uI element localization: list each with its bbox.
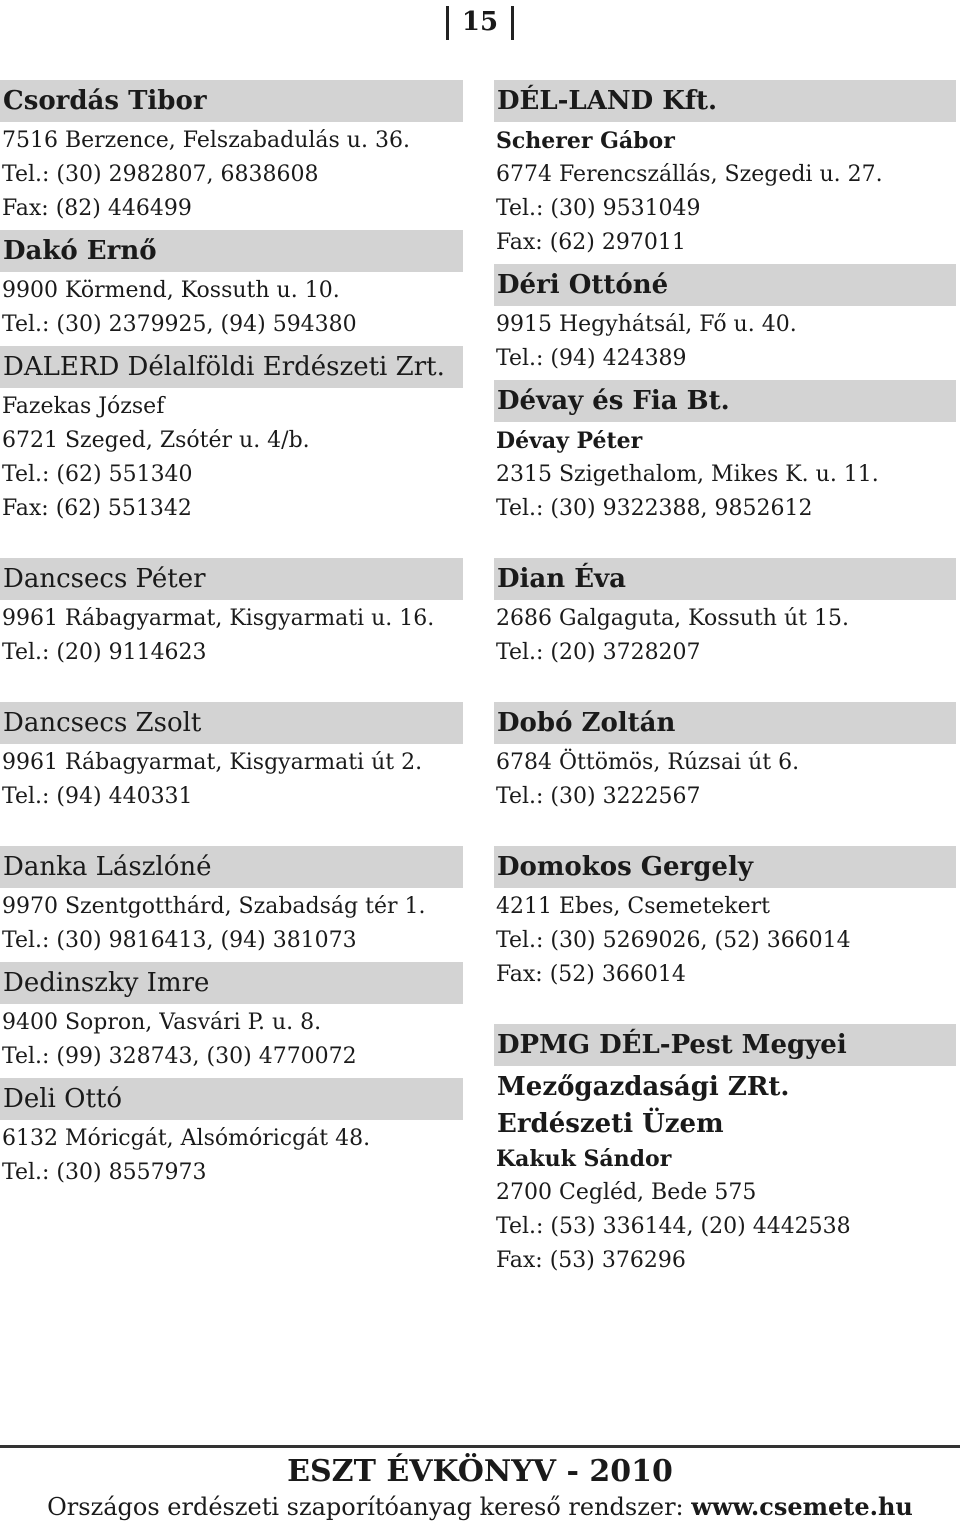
directory-entry <box>494 1024 956 1278</box>
entry-phone: Tel.: (30) 2982807, 6838608 <box>2 162 319 187</box>
entry-phone: Tel.: (20) 3728207 <box>496 640 701 665</box>
directory-entry <box>0 346 463 526</box>
directory-entry <box>0 80 463 226</box>
entry-phone: Tel.: (20) 9114623 <box>2 640 207 665</box>
directory-entry <box>494 80 956 260</box>
entry-fax: Fax: (53) 376296 <box>496 1248 686 1273</box>
entry-name-line: Mezőgazdasági ZRt. <box>497 1072 790 1102</box>
entry-name: Dian Éva <box>494 558 956 600</box>
entry-name-line: DPMG DÉL-Pest Megyei <box>497 1030 847 1060</box>
directory-entry <box>494 558 956 670</box>
directory-entry <box>0 846 463 958</box>
entry-address: 9900 Körmend, Kossuth u. 10. <box>2 278 340 303</box>
directory-entry <box>0 962 463 1074</box>
entry-name: Deli Ottó <box>0 1078 463 1120</box>
entry-address: 2700 Cegléd, Bede 575 <box>496 1180 757 1205</box>
entry-address: 2686 Galgaguta, Kossuth út 15. <box>496 606 849 631</box>
footer-url-link[interactable]: www.csemete.hu <box>691 1492 913 1521</box>
entry-name: Déri Ottóné <box>494 264 956 306</box>
entry-name: Dakó Ernő <box>0 230 463 272</box>
entry-address: 6721 Szeged, Zsótér u. 4/b. <box>2 428 310 453</box>
entry-address: 6774 Ferencszállás, Szegedi u. 27. <box>496 162 883 187</box>
entry-phone: Tel.: (30) 3222567 <box>496 784 701 809</box>
directory-entry <box>0 702 463 814</box>
entry-phone: Tel.: (30) 5269026, (52) 366014 <box>496 928 851 953</box>
entry-address: 9970 Szentgotthárd, Szabadság tér 1. <box>2 894 426 919</box>
directory-entry <box>0 1078 463 1190</box>
entry-name: Dancsecs Zsolt <box>0 702 463 744</box>
entry-contact: Scherer Gábor <box>496 128 675 154</box>
entry-address: 7516 Berzence, Felszabadulás u. 36. <box>2 128 410 153</box>
directory-entry <box>494 264 956 376</box>
entry-fax: Fax: (62) 297011 <box>496 230 686 255</box>
entry-phone: Tel.: (53) 336144, (20) 4442538 <box>496 1214 851 1239</box>
entry-address: 2315 Szigethalom, Mikes K. u. 11. <box>496 462 879 487</box>
entry-address: 9915 Hegyhátsál, Fő u. 40. <box>496 312 797 337</box>
entry-name: Domokos Gergely <box>494 846 956 888</box>
entry-name-line: Erdészeti Üzem <box>497 1109 724 1139</box>
footer-title: ESZT ÉVKÖNYV - 2010 <box>287 1454 673 1489</box>
entry-address: 4211 Ebes, Csemetekert <box>496 894 771 919</box>
entry-name: Dancsecs Péter <box>0 558 463 600</box>
entry-address: 6132 Móricgát, Alsómóricgát 48. <box>2 1126 371 1151</box>
entry-fax: Fax: (62) 551342 <box>2 496 192 521</box>
entry-contact: Dévay Péter <box>496 428 643 454</box>
entry-phone: Tel.: (30) 8557973 <box>2 1160 207 1185</box>
footer-subtitle <box>0 1490 960 1524</box>
entry-address: 6784 Öttömös, Rúzsai út 6. <box>496 750 800 775</box>
entry-address: 9400 Sopron, Vasvári P. u. 8. <box>2 1010 322 1035</box>
entry-phone: Tel.: (99) 328743, (30) 4770072 <box>2 1044 357 1069</box>
entry-name: Csordás Tibor <box>0 80 463 122</box>
entry-phone: Tel.: (94) 440331 <box>2 784 193 809</box>
entry-name: Dobó Zoltán <box>494 702 956 744</box>
directory-entry <box>0 558 463 670</box>
left-column <box>0 80 463 1190</box>
entry-name: Danka Lászlóné <box>0 846 463 888</box>
entry-phone: Tel.: (62) 551340 <box>2 462 193 487</box>
page-number: 15 <box>446 2 514 42</box>
entry-phone: Tel.: (30) 2379925, (94) 594380 <box>2 312 357 337</box>
directory-entry <box>0 230 463 342</box>
directory-entry <box>494 380 956 526</box>
entry-phone: Tel.: (94) 424389 <box>496 346 687 371</box>
entry-fax: Fax: (82) 446499 <box>2 196 192 221</box>
entry-phone: Tel.: (30) 9816413, (94) 381073 <box>2 928 357 953</box>
directory-entry <box>494 846 956 992</box>
entry-fax: Fax: (52) 366014 <box>496 962 686 987</box>
entry-name: DÉL-LAND Kft. <box>494 80 956 122</box>
entry-contact: Kakuk Sándor <box>496 1146 672 1172</box>
footer-subtitle-text: Országos erdészeti szaporítóanyag kereső rendszer: <box>47 1493 684 1521</box>
entry-name <box>494 1024 956 1066</box>
entry-address: 9961 Rábagyarmat, Kisgyarmati út 2. <box>2 750 423 775</box>
footer-divider <box>0 1445 960 1448</box>
entry-address: 9961 Rábagyarmat, Kisgyarmati u. 16. <box>2 606 435 631</box>
entry-phone: Tel.: (30) 9531049 <box>496 196 701 221</box>
directory-entry <box>494 702 956 814</box>
entry-name: DALERD Délalföldi Erdészeti Zrt. <box>0 346 463 388</box>
entry-name: Dévay és Fia Bt. <box>494 380 956 422</box>
entry-contact: Fazekas József <box>2 394 165 419</box>
entry-name: Dedinszky Imre <box>0 962 463 1004</box>
entry-phone: Tel.: (30) 9322388, 9852612 <box>496 496 813 521</box>
right-column <box>494 80 956 1278</box>
